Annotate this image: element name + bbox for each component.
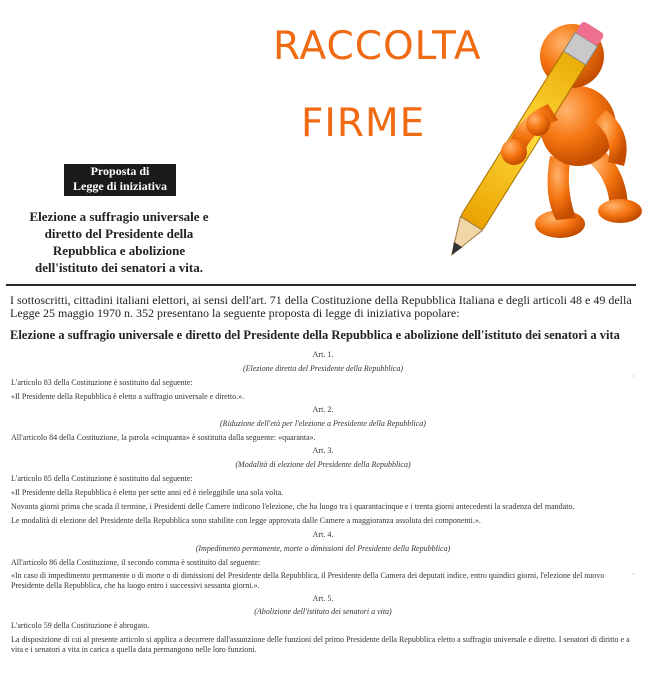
article-number: Art. 4. (312, 530, 334, 539)
article-heading: (Modalità di elezione del Presidente della Repubblica) (235, 460, 411, 469)
article-text: Novanta giorni prima che scada il termine, i Presidenti delle Camere indicono l'elezione, che ha luogo tra i quarantacinque e i trenta giorni antecedenti la scadenza del mandato. (11, 502, 575, 511)
proposal-line-1: Proposta di (90, 164, 150, 178)
subject-line: Repubblica e abolizione (52, 243, 186, 258)
divider (6, 284, 636, 286)
subject-line: diretto del Presidente della (44, 226, 194, 241)
article-text: La disposizione di cui al presente articolo si applica a decorrere dall'assunzione delle funzioni del primo Presidente della Repubblica eletto a suffragio universale e diretto. I senatori di diritto e a (11, 635, 630, 644)
article-text: All'articolo 84 della Costituzione, la parola «cinquanta» è sostituita dalla seguente: «quaranta». (11, 433, 316, 442)
figure-with-pencil-icon (438, 6, 646, 262)
article-text: «Il Presidente della Repubblica è eletto a suffragio universale e diretto.». (11, 392, 245, 401)
proposal-subject (12, 208, 226, 276)
article-number: Art. 3. (312, 446, 334, 455)
article-number: Art. 5. (312, 594, 334, 603)
article-text: L'articolo 59 della Costituzione è abrogato. (11, 621, 150, 630)
subject-line: dell'istituto dei senatori a vita. (35, 260, 203, 275)
article-text: All'articolo 86 della Costituzione, il secondo comma è sostituito dal seguente: (11, 558, 261, 567)
article-heading: (Abolizione dell'istituto dei senatori a vita) (254, 607, 392, 616)
article-text: Presidente della Repubblica, che ha luogo entro i successivi sessanta giorni.». (11, 581, 260, 590)
margin-mark: · (632, 372, 635, 381)
margin-mark: · (632, 570, 635, 579)
article-heading: (Riduzione dell'età per l'elezione a Presidente della Repubblica) (220, 419, 426, 428)
article-text: vita e i senatori a vita in carica a quella data permangono nelle loro funzioni. (11, 645, 257, 654)
article-number: Art. 2. (312, 405, 334, 414)
article-text: «In caso di impedimento permanente o di morte o di dimissioni del Presidente della Repubblica, il Presidente della Camera dei deputati indice, entro quindici giorni, l'elezione del nuovo (11, 571, 605, 580)
proposal-label (64, 164, 176, 208)
law-title: Elezione a suffragio universale e diretto del Presidente della Repubblica e abolizione dell'istituto dei senatori a vita (10, 328, 620, 342)
article-heading: (Elezione diretta del Presidente della Repubblica) (242, 364, 404, 373)
proposal-line-2: Legge di iniziativa popolare (73, 179, 167, 208)
headline-firme: FIRME (301, 101, 426, 146)
article-text: «Il Presidente della Repubblica è eletto per sette anni ed è rieleggibile una sola volta. (11, 488, 284, 497)
headline-raccolta: RACCOLTA (273, 24, 482, 69)
article-text: L'articolo 85 della Costituzione è sostituito dal seguente: (11, 474, 193, 483)
subject-line: Elezione a suffragio universale e (29, 209, 209, 224)
intro-paragraph: I sottoscritti, cittadini italiani elettori, ai sensi dell'art. 71 della Costituzione della Repubblica Italiana e degli articoli 48 e 49 della Legge 25 maggio 1970 n. 352 presentano la seguente proposta di legge di iniziativa popolare: (10, 293, 632, 320)
article-heading: (Impedimento permanente, morte o dimissioni del Presidente della Repubblica) (195, 544, 451, 553)
article-number: Art. 1. (312, 350, 334, 359)
article-text: Le modalità di elezione del Presidente della Repubblica sono stabilite con legge approvata dalle Camere a maggioranza assoluta dei componenti.». (11, 516, 481, 525)
article-text: L'articolo 83 della Costituzione è sostituito dal seguente: (11, 378, 193, 387)
